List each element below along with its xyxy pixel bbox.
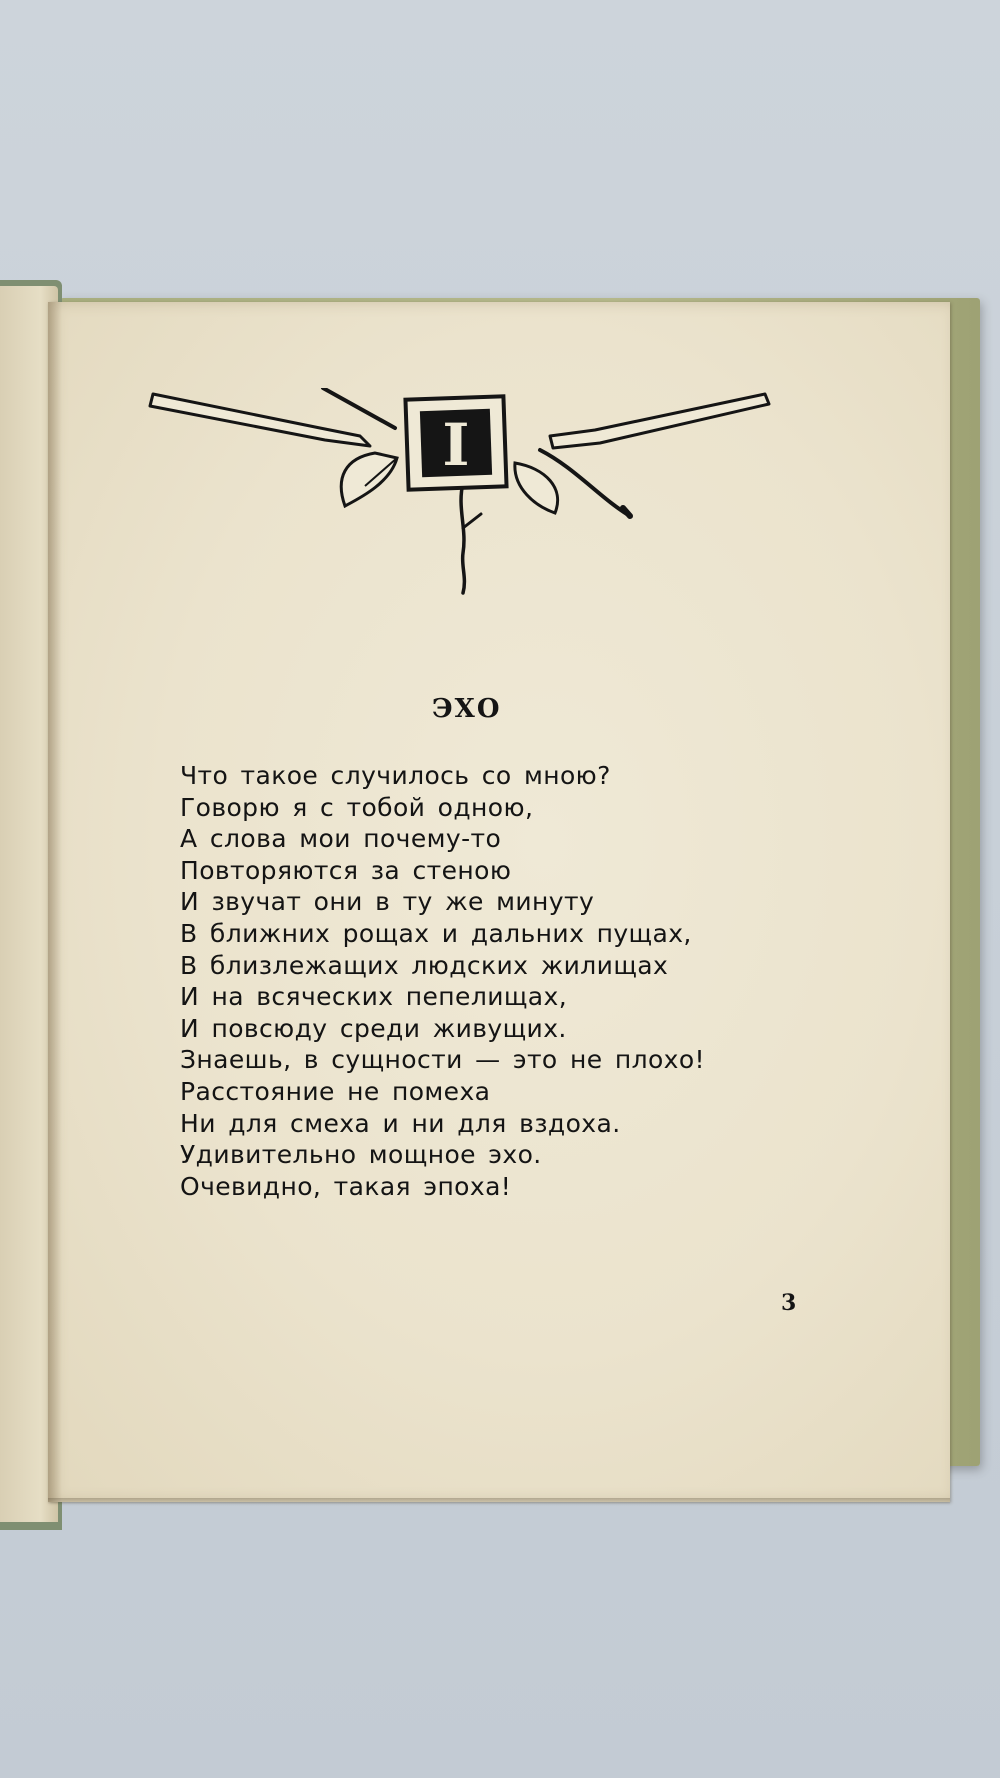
page-number: 3 <box>781 1290 797 1316</box>
ornament-twig <box>323 388 395 428</box>
ornament-branch-right <box>550 394 769 448</box>
ornament-leaf-right <box>515 463 558 513</box>
poem-line: Знаешь, в сущности — это не плохо! <box>180 1045 705 1075</box>
chapter-ornament <box>145 388 775 598</box>
ornament-twig-down <box>461 483 464 593</box>
poem-line: Очевидно, такая эпоха! <box>180 1171 512 1201</box>
poem-line: И на всяческих пепелищах, <box>180 982 568 1012</box>
poem-line: В близлежащих людских жилищах <box>180 950 669 980</box>
chapter-numeral: I <box>442 411 470 479</box>
poem-line: Повторяются за стеною <box>180 855 512 885</box>
poem-line: Что такое случилось со мною? <box>180 761 611 790</box>
poem-line: Говорю я с тобой одною, <box>180 792 534 822</box>
poem-line: И повсюду среди живущих. <box>180 1013 567 1043</box>
page-bottom-edge <box>48 1498 950 1504</box>
ornament-leaf-left <box>341 453 397 506</box>
poem-text <box>180 760 705 1202</box>
poem-line: В ближних рощах и дальних пущах, <box>180 918 692 948</box>
poem-line: Удивительно мощное эхо. <box>180 1140 542 1170</box>
poem-line: Ни для смеха и ни для вздоха. <box>180 1108 621 1138</box>
poem-title: ЭХО <box>432 694 502 724</box>
poem-line: А слова мои почему-то <box>180 824 502 854</box>
poem-line: И звучат они в ту же минуту <box>180 887 595 917</box>
page-gutter <box>48 302 62 1502</box>
poem-line: Расстояние не помеха <box>180 1076 491 1106</box>
ornament-branch-left <box>150 394 370 446</box>
